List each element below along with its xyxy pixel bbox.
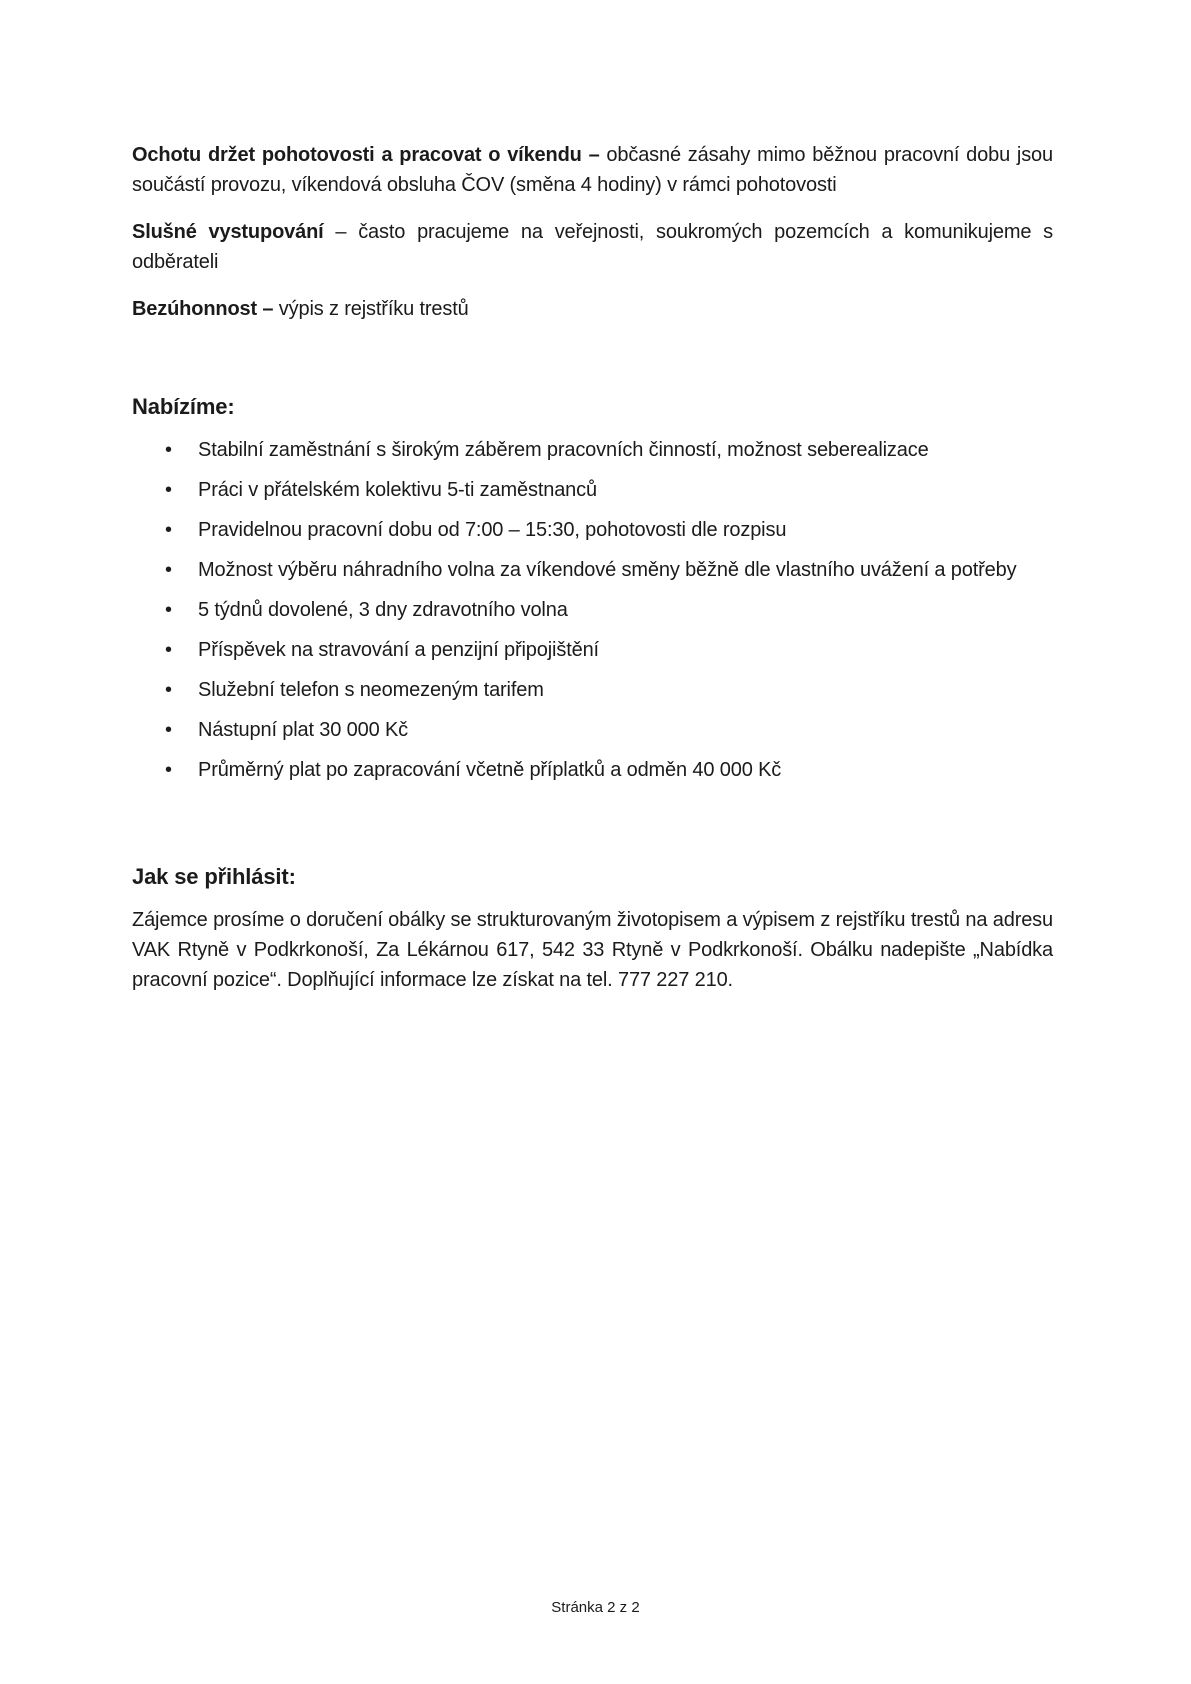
requirement-text-oncall: občasné zásahy mimo běžnou pracovní dobu jsou součástí provozu, víkendová obsluha ČOV (směna 4 hodiny) v rámci pohotovosti	[132, 144, 1054, 196]
bullet-icon: •	[165, 519, 172, 541]
offer-list	[132, 435, 1053, 785]
bullet-icon: •	[165, 559, 172, 581]
requirement-paragraph-oncall	[132, 140, 1053, 200]
bullet-icon: •	[165, 479, 172, 501]
requirement-text-conduct: – často pracujeme na veřejnosti, soukromých pozemcích a komunikujeme s odběrateli	[132, 221, 1053, 273]
bullet-icon: •	[165, 679, 172, 701]
requirement-lead-oncall: Ochotu držet pohotovosti a pracovat o víkendu –	[132, 144, 600, 166]
bullet-icon: •	[165, 599, 172, 621]
list-item	[132, 475, 1053, 505]
list-item-text: 5 týdnů dovolené, 3 dny zdravotního volna	[198, 599, 568, 621]
page-number-footer: Stránka 2 z 2	[551, 1599, 640, 1616]
bullet-icon: •	[165, 639, 172, 661]
list-item	[132, 435, 1053, 465]
list-item-text: Průměrný plat po zapracování včetně příplatků a odměn 40 000 Kč	[198, 759, 782, 781]
list-item	[132, 715, 1053, 745]
requirement-lead-conduct: Slušné vystupování	[132, 221, 324, 243]
offer-section-heading: Nabízíme:	[132, 394, 235, 419]
requirement-lead-criminal-record: Bezúhonnost –	[132, 298, 274, 320]
list-item-text: Nástupní plat 30 000 Kč	[198, 719, 409, 741]
requirement-paragraph-criminal-record	[132, 294, 1053, 324]
requirement-paragraph-conduct	[132, 217, 1053, 277]
requirement-text-criminal-record: výpis z rejstříku trestů	[273, 298, 469, 320]
list-item	[132, 515, 1053, 545]
list-item-text: Pravidelnou pracovní dobu od 7:00 – 15:30, pohotovosti dle rozpisu	[198, 519, 787, 541]
list-item	[132, 595, 1053, 625]
list-item-text: Služební telefon s neomezeným tarifem	[198, 679, 544, 701]
bullet-icon: •	[165, 719, 172, 741]
list-item	[132, 635, 1053, 665]
bullet-icon: •	[165, 439, 172, 461]
list-item	[132, 755, 1053, 785]
apply-instructions-paragraph: Zájemce prosíme o doručení obálky se strukturovaným životopisem a výpisem z rejstříku trestů na adresu VAK Rtyně v Podkrkonoší, Za Lékárnou 617, 542 33 Rtyně v Podkrkonoší. Obálku nadepište „Nabídka pracovní pozice“. Doplňující informace lze získat na tel. 777 227 210.	[132, 909, 1053, 991]
bullet-icon: •	[165, 759, 172, 781]
list-item	[132, 555, 1053, 585]
list-item-text: Stabilní zaměstnání s širokým záběrem pracovních činností, možnost seberealizace	[198, 439, 929, 461]
list-item-text: Příspěvek na stravování a penzijní připojištění	[198, 639, 599, 661]
list-item	[132, 675, 1053, 705]
apply-section-heading: Jak se přihlásit:	[132, 864, 296, 889]
list-item-text: Možnost výběru náhradního volna za víkendové směny běžně dle vlastního uvážení a potřeby	[198, 559, 1017, 581]
list-item-text: Práci v přátelském kolektivu 5-ti zaměstnanců	[198, 479, 597, 501]
